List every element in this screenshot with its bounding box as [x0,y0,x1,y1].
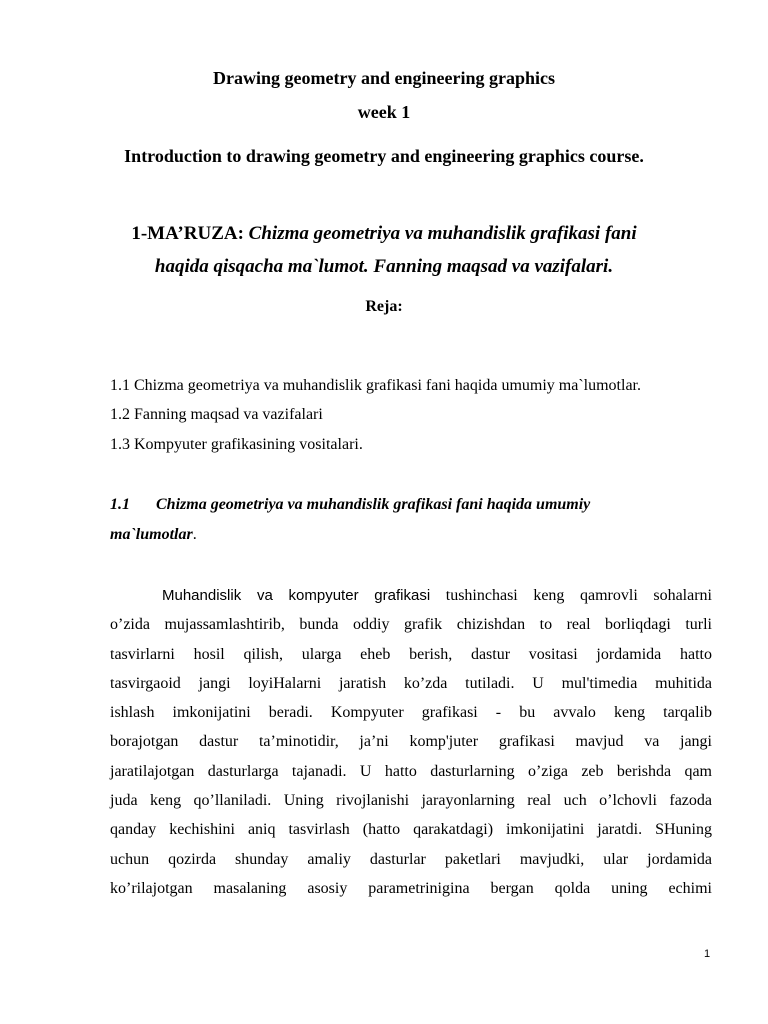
section-heading [110,496,590,514]
lecture-title-part1: Chizma geometriya va muhandislik grafikasi fani [248,223,637,244]
paragraph-line: tasvirlarni hosil qilish, ularga eheb berish, dastur vositasi jordamida hatto [110,645,712,663]
plan-item: 1.1 Chizma geometriya va muhandislik grafikasi fani haqida umumiy ma`lumotlar. [110,377,641,394]
section-number: 1.1 [110,496,130,513]
section-title-end: . [192,526,197,543]
paragraph-line-rest: tushinchasi keng qamrovli sohalarni [445,587,712,604]
week-label: week 1 [357,102,411,122]
paragraph-line: qanday kechishini aniq tasvirlash (hatto qarakatdagi) imkonijatini jaratdi. SHuning [110,821,712,839]
course-title: Drawing geometry and engineering graphics [213,68,555,88]
paragraph-line: jaratilajotgan dasturlarga tajanadi. U hatto dasturlarning o’ziga zeb berishda qam [110,762,712,780]
page-number: 1 [704,948,711,960]
body-paragraph [110,581,712,903]
lecture-heading-line2: haqida qisqacha ma`lumot. Fanning maqsad va vazifalari. [154,256,614,277]
paragraph-line: uchun qozirda shunday amaliy dasturlar paketlari mavjudki, ular jordamida [110,850,712,868]
section-title-line1: Chizma geometriya va muhandislik grafikasi fani haqida umumiy [156,496,591,513]
course-subtitle: Introduction to drawing geometry and engineering graphics course. [124,146,644,166]
plan-heading: Reja: [365,298,403,315]
section-title-line2: ma`lumotlar [110,526,193,543]
paragraph-line [110,581,712,610]
lecture-label: 1-MA’RUZA: [131,223,244,244]
section-heading-line2 [110,526,197,544]
paragraph-line: juda keng qo’llaniladi. Uning rivojlanishi jarayonlarning real uch o’lchovli fazoda [110,792,712,810]
paragraph-line: ishlash imkonijatini beradi. Kompyuter grafikasi - bu avvalo keng tarqalib [110,704,712,722]
paragraph-line: borajotgan dastur ta’minotidir, ja’ni komp'juter grafikasi mavjud va jangi [110,733,712,751]
lecture-heading-line1 [0,223,768,245]
paragraph-line: ko’rilajotgan masalaning asosiy parametrinigina bergan qolda uning echimi [110,879,712,897]
emphasized-term: Muhandislik va kompyuter grafikasi [162,587,431,604]
paragraph-line: tasvirgaoid jangi loyiHalarni jaratish ko’zda tutiladi. U mul'timedia muhitida [110,674,712,692]
plan-item: 1.2 Fanning maqsad va vazifalari [110,406,323,423]
paragraph-line: o’zida mujassamlashtirib, bunda oddiy grafik chizishdan to real borliqdagi turli [110,616,712,634]
plan-item: 1.3 Kompyuter grafikasining vositalari. [110,436,363,453]
